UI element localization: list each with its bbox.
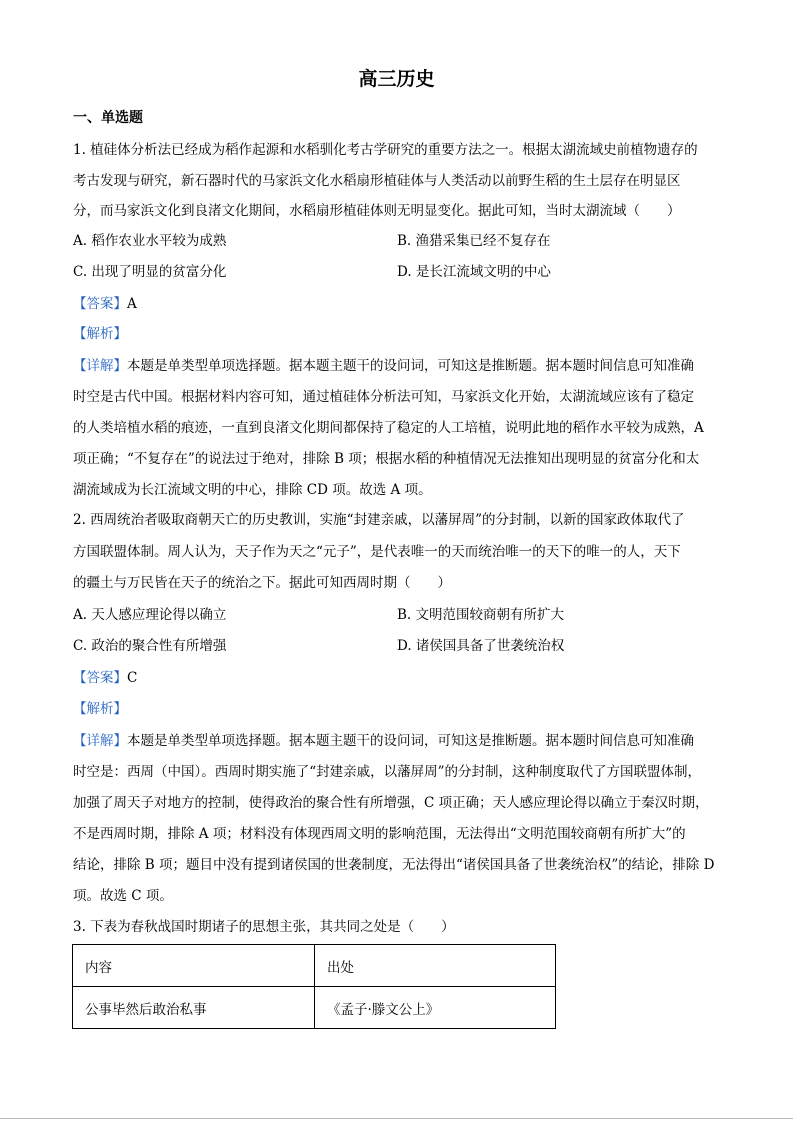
answer-value: A bbox=[127, 296, 137, 312]
section-heading: 一、单选题 bbox=[73, 110, 143, 126]
q2-detail-line-1 bbox=[73, 733, 694, 749]
q2-stem-line-1: 2. 西周统治者吸取商朝天亡的历史教训，实施“封建亲戚，以藩屏周”的分封制，以新的国家政体取代了 bbox=[73, 512, 685, 528]
page-bottom-rule bbox=[0, 1118, 793, 1119]
q2-answer bbox=[73, 670, 137, 686]
q2-option-a: A. 天人感应理论得以确立 bbox=[73, 607, 227, 623]
q2-stem-line-2: 方国联盟体制。周人认为，天子作为天之“元子”，是代表唯一的天而统治唯一的天下的唯一的人，天下 bbox=[73, 544, 681, 560]
answer-value: C bbox=[127, 670, 138, 686]
table-header-cell: 内容 bbox=[73, 945, 315, 987]
q1-analysis-tag: 【解析】 bbox=[73, 326, 127, 342]
q1-detail-line-3: 的人类培植水稻的痕迹，一直到良渚文化期间都保持了稳定的人工培植，说明此地的稻作水平较为成熟，A bbox=[73, 420, 704, 436]
q2-analysis-tag: 【解析】 bbox=[73, 701, 127, 717]
q1-option-b: B. 渔猎采集已经不复存在 bbox=[397, 233, 551, 249]
q1-detail-line-4: 项正确；“不复存在”的说法过于绝对，排除 B 项；根据水稻的种植情况无法推知出现明显的贫富分化和太 bbox=[73, 451, 700, 467]
answer-tag: 【答案】 bbox=[73, 670, 127, 686]
q1-option-a: A. 稻作农业水平较为成熟 bbox=[73, 233, 227, 249]
q1-stem-line-2: 考古发现与研究，新石器时代的马家浜文化水稻扇形植硅体与人类活动以前野生稻的生土层存在明显区 bbox=[73, 173, 681, 189]
q2-stem-line-3: 的疆土与万民皆在天子的统治之下。据此可知西周时期（ ） bbox=[73, 575, 451, 591]
detail-text: 本题是单类型单项选择题。据本题主题干的设问词，可知这是推断题。据本题时间信息可知准确 bbox=[127, 733, 694, 749]
q1-detail-line-1 bbox=[73, 358, 694, 374]
q1-stem-line-3: 分，而马家浜文化到良渚文化期间，水稻扇形植硅体则无明显变化。据此可知，当时太湖流域（ ） bbox=[73, 203, 681, 219]
detail-tag: 【详解】 bbox=[73, 358, 127, 374]
q2-option-d: D. 诸侯国具备了世袭统治权 bbox=[397, 638, 565, 654]
q2-detail-line-6: 项。故选 C 项。 bbox=[73, 888, 173, 904]
q1-detail-line-2: 时空是古代中国。根据材料内容可知，通过植硅体分析法可知，马家浜文化开始，太湖流域应该有了稳定 bbox=[73, 389, 694, 405]
detail-tag: 【详解】 bbox=[73, 733, 127, 749]
table-header-cell: 出处 bbox=[315, 945, 556, 987]
q1-detail-line-5: 湖流域成为长江流域文明的中心，排除 CD 项。故选 A 项。 bbox=[73, 482, 432, 498]
q2-detail-line-2: 时空是：西周（中国）。西周时期实施了“封建亲戚，以藩屏周”的分封制，这种制度取代了方国联盟体制， bbox=[73, 764, 702, 780]
q1-option-d: D. 是长江流域文明的中心 bbox=[397, 264, 551, 280]
table-cell: 公事毕然后敢治私事 bbox=[73, 987, 315, 1029]
page-title: 高三历史 bbox=[358, 68, 435, 90]
detail-text: 本题是单类型单项选择题。据本题主题干的设问词，可知这是推断题。据本题时间信息可知准确 bbox=[127, 358, 694, 374]
table-cell: 《孟子·滕文公上》 bbox=[315, 987, 556, 1029]
q1-answer bbox=[73, 296, 137, 312]
q1-stem-line-1: 1. 植硅体分析法已经成为稻作起源和水稻驯化考古学研究的重要方法之一。根据太湖流域史前植物遗存的 bbox=[73, 142, 698, 158]
q2-detail-line-5: 结论，排除 B 项；题目中没有提到诸侯国的世袭制度，无法得出“诸侯国具备了世袭统治权”的结论，排除 D bbox=[73, 857, 715, 873]
answer-tag: 【答案】 bbox=[73, 296, 127, 312]
q3-table bbox=[72, 944, 556, 1029]
q1-option-c: C. 出现了明显的贫富分化 bbox=[73, 264, 227, 280]
table-row bbox=[73, 987, 556, 1029]
q3-stem: 3. 下表为春秋战国时期诸子的思想主张，其共同之处是（ ） bbox=[73, 919, 455, 935]
q2-detail-line-3: 加强了周天子对地方的控制，使得政治的聚合性有所增强，C 项正确；天人感应理论得以确立于秦汉时期， bbox=[73, 795, 709, 811]
q2-detail-line-4: 不是西周时期，排除 A 项；材料没有体现西周文明的影响范围，无法得出“文明范围较商朝有所扩大”的 bbox=[73, 826, 686, 842]
q2-option-c: C. 政治的聚合性有所增强 bbox=[73, 638, 227, 654]
table-header-row bbox=[73, 945, 556, 987]
q2-option-b: B. 文明范围较商朝有所扩大 bbox=[397, 607, 565, 623]
